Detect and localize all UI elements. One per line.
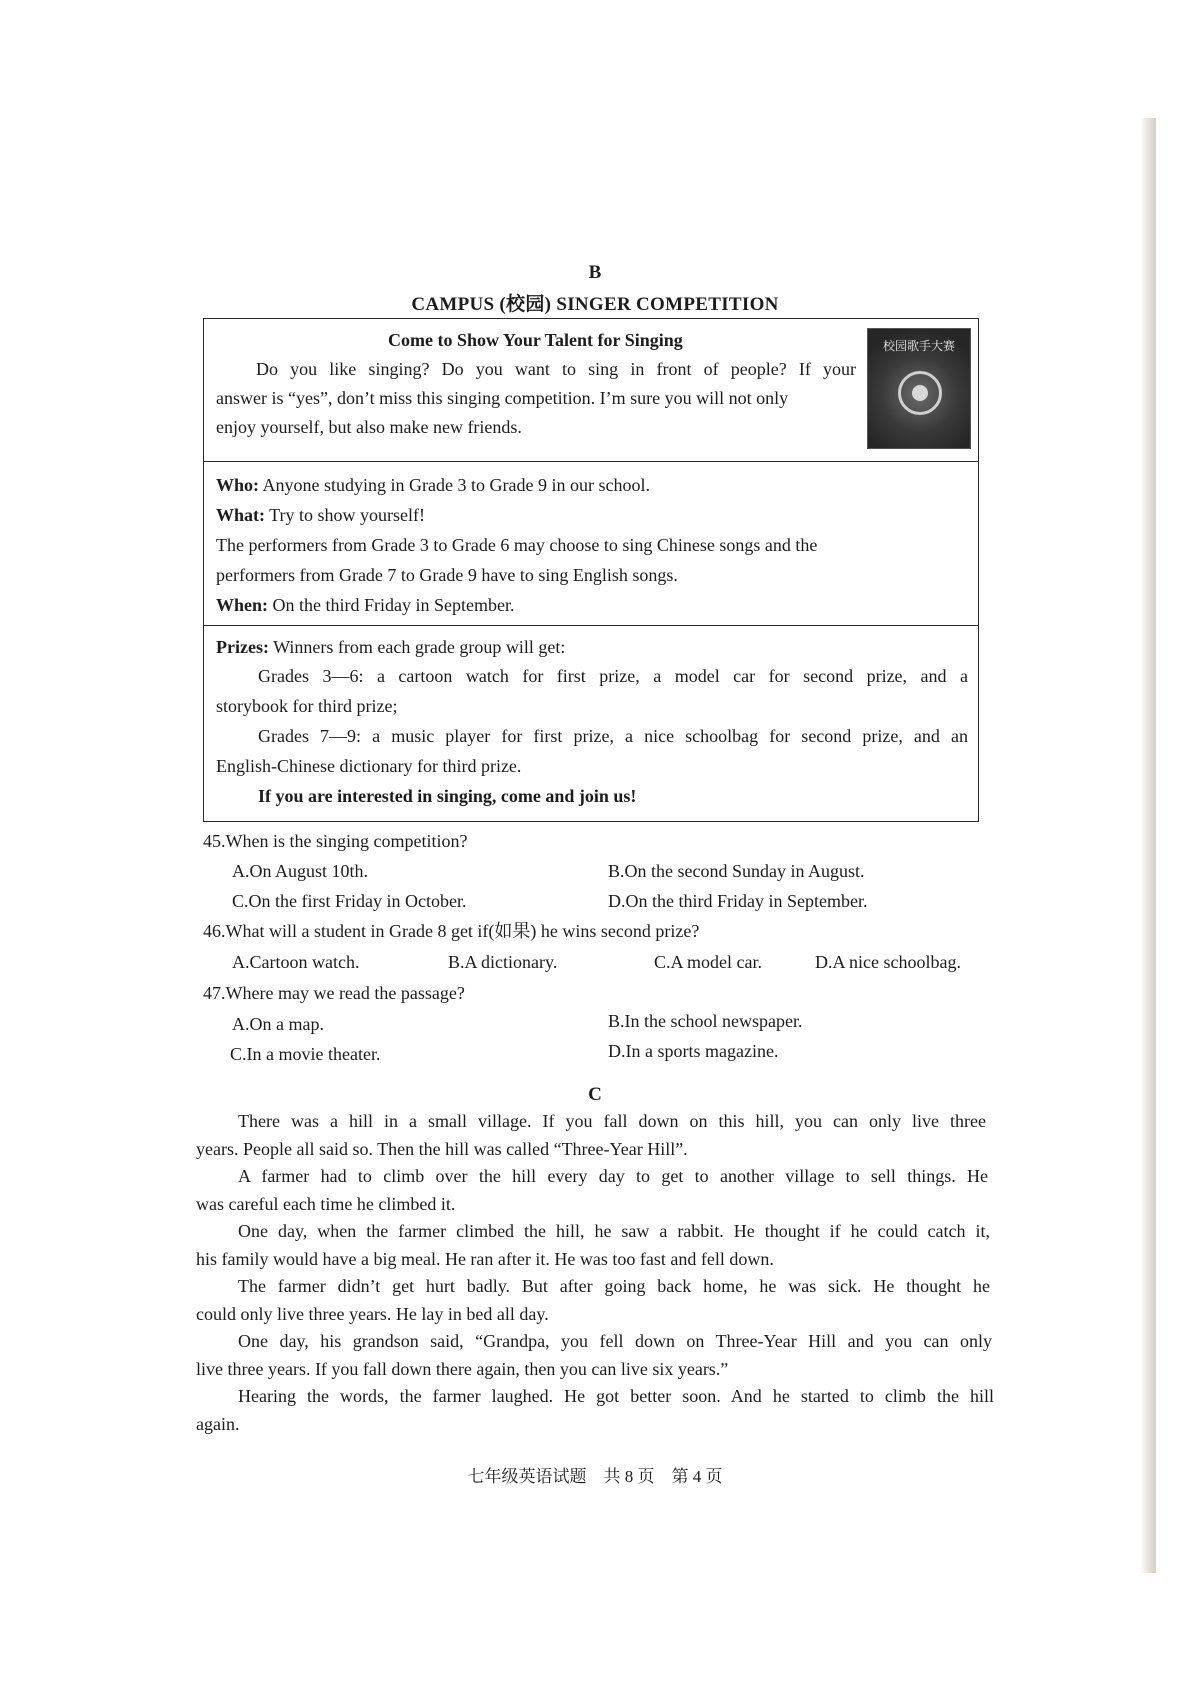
who-text: Anyone studying in Grade 3 to Grade 9 in our school.: [259, 475, 650, 495]
who-label: Who:: [216, 475, 260, 495]
passage-line: One day, when the farmer climbed the hill, he saw a rabbit. He thought if he could catch it,: [238, 1221, 990, 1241]
competition-notice: [203, 318, 979, 822]
passage-line: A farmer had to climb over the hill every day to get to another village to sell things. He: [238, 1166, 988, 1186]
question-option: A.On August 10th.: [232, 861, 369, 881]
question-stem: 47.Where may we read the passage?: [203, 983, 465, 1003]
question-option: A.Cartoon watch.: [232, 952, 360, 972]
question-option: C.A model car.: [654, 952, 762, 972]
intro-line: Do you like singing? Do you want to sing in front of people? If your: [256, 359, 856, 379]
what-detail-line: performers from Grade 7 to Grade 9 have to sing English songs.: [216, 565, 678, 585]
prizes-line: [216, 636, 565, 658]
what-detail-line: The performers from Grade 3 to Grade 6 may choose to sing Chinese songs and the: [216, 535, 818, 555]
passage-line: The farmer didn’t get hurt badly. But after going back home, he was sick. He thought he: [238, 1276, 990, 1296]
prizes-label: Prizes:: [216, 637, 269, 657]
passage-line: again.: [196, 1414, 240, 1434]
notice-heading: Come to Show Your Talent for Singing: [388, 330, 683, 350]
passage-line: Hearing the words, the farmer laughed. He got better soon. And he started to climb the hill: [238, 1386, 994, 1406]
question-option: D.In a sports magazine.: [608, 1041, 779, 1061]
question-option: D.A nice schoolbag.: [815, 952, 961, 972]
notice-intro-section: [204, 319, 978, 462]
passage-line: was careful each time he climbed it.: [196, 1194, 456, 1214]
question-option: C.In a movie theater.: [230, 1044, 381, 1064]
what-label: What:: [216, 505, 265, 525]
passage-line: could only live three years. He lay in bed all day.: [196, 1304, 549, 1324]
intro-line: answer is “yes”, don’t miss this singing competition. I’m sure you will not only: [216, 388, 789, 408]
when-line: [216, 594, 514, 616]
question-stem: 46.What will a student in Grade 8 get if(如果) he wins second prize?: [203, 921, 700, 941]
prize-line: storybook for third prize;: [216, 696, 398, 716]
passage-line: years. People all said so. Then the hill was called “Three-Year Hill”.: [196, 1139, 688, 1159]
intro-line: enjoy yourself, but also make new friends.: [216, 417, 522, 437]
question-option: B.In the school newspaper.: [608, 1011, 803, 1031]
section-c-letter: C: [588, 1084, 602, 1105]
what-text: Try to show yourself!: [265, 505, 426, 525]
poster-emblem-center: [912, 385, 928, 401]
passage-line: One day, his grandson said, “Grandpa, you fell down on Three-Year Hill and you can only: [238, 1331, 992, 1351]
passage-line: his family would have a big meal. He ran after it. He was too fast and fell down.: [196, 1249, 774, 1269]
passage-title: CAMPUS (校园) SINGER COMPETITION: [411, 294, 779, 315]
question-option: D.On the third Friday in September.: [608, 891, 868, 911]
question-option: A.On a map.: [232, 1014, 324, 1034]
question-option: C.On the first Friday in October.: [232, 891, 467, 911]
prize-line: English-Chinese dictionary for third prize.: [216, 756, 522, 776]
section-b-letter: B: [588, 262, 602, 283]
question-option: B.On the second Sunday in August.: [608, 861, 865, 881]
what-line: [216, 504, 425, 526]
prize-line: Grades 3—6: a cartoon watch for first prize, a model car for second prize, and a: [258, 666, 968, 686]
notice-prizes-section: [204, 626, 978, 823]
question-option: B.A dictionary.: [448, 952, 558, 972]
passage-line: There was a hill in a small village. If you fall down on this hill, you can only live three: [238, 1111, 986, 1131]
when-label: When:: [216, 595, 269, 615]
notice-details-section: [204, 462, 978, 626]
prizes-text: Winners from each grade group will get:: [268, 637, 566, 657]
poster-caption: 校园歌手大赛: [882, 339, 955, 353]
page-footer: 七年级英语试题 共 8 页 第 4 页: [467, 1467, 723, 1486]
passage-line: live three years. If you fall down there again, then you can live six years.”: [196, 1359, 729, 1379]
competition-poster-image: [867, 328, 971, 449]
who-line: [216, 474, 650, 496]
closing-line: If you are interested in singing, come and join us!: [258, 786, 637, 806]
page-edge-shadow: [1140, 118, 1156, 1573]
when-text: On the third Friday in September.: [268, 595, 515, 615]
question-stem: 45.When is the singing competition?: [203, 831, 468, 851]
prize-line: Grades 7—9: a music player for first prize, a nice schoolbag for second prize, and an: [258, 726, 968, 746]
